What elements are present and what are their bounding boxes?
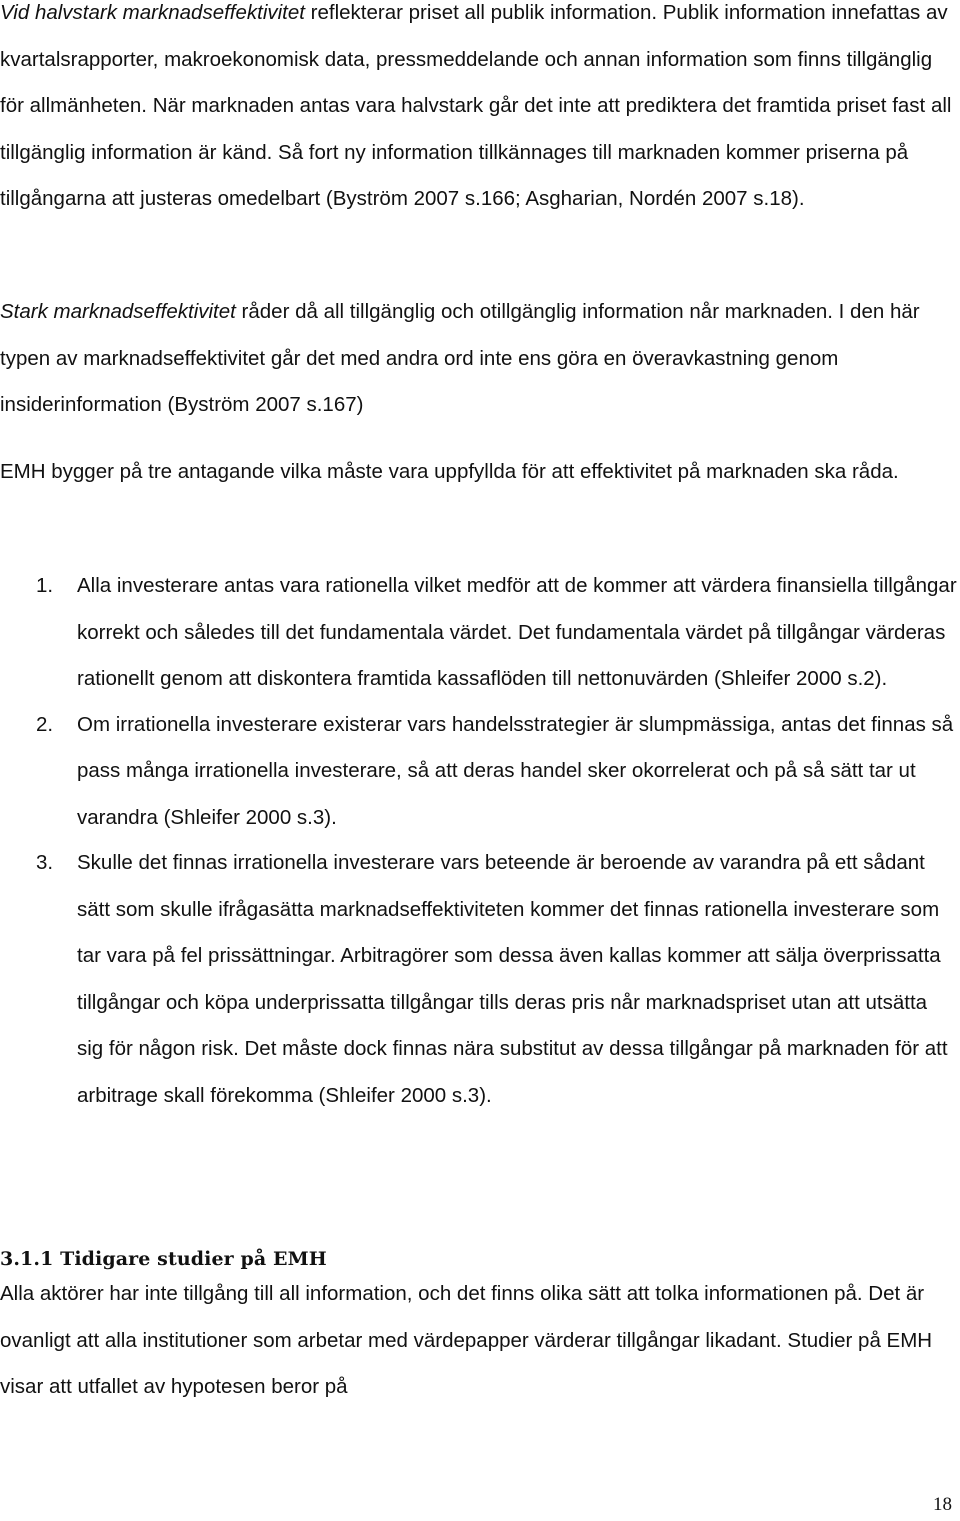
italic-term-semi-strong: Vid halvstark marknadseffektivitet [0, 1, 305, 24]
italic-term-strong: Stark marknadseffektivitet [0, 300, 236, 323]
paragraph-emh-assumptions-intro: EMH bygger på tre antagande vilka måste vara uppfyllda för att effektivitet på marknaden ska råda. [0, 460, 899, 483]
list-item-number: 1. [36, 574, 54, 597]
paragraph-semi-strong-efficiency [0, 0, 958, 223]
list-item-text: Om irrationella investerare existerar vars handelsstrategier är slumpmässiga, antas det finnas så pass många irrationella investerare, så att deras handel sker okorrelerat och på så sätt tar ut varandra (Shleifer 2000 s.3). [77, 712, 954, 829]
assumptions-list [0, 563, 958, 1119]
list-item [0, 563, 958, 703]
list-item [0, 702, 958, 842]
section-heading: 3.1.1 Tidigare studier på EMH [0, 1248, 327, 1270]
paragraph-text: råder då all tillgänglig och otillgänglig information når marknaden. I den här typen av marknadseffektivitet går det med andra ord inte ens göra en överavkastning genom insiderinformation (Byström 2007 s.167) [0, 300, 920, 416]
list-item-number: 3. [36, 851, 54, 874]
paragraph-previous-studies: Alla aktörer har inte tillgång till all information, och det finns olika sätt att tolka informationen på. Det är ovanligt att alla institutioner som arbetar med värdepapper värderar tillgångar likadant. Studier på EMH visar att utfallet av hypotesen beror på [0, 1282, 933, 1398]
page-number: 18 [933, 1494, 952, 1515]
paragraph-strong-efficiency [0, 289, 958, 429]
list-item-text: Skulle det finnas irrationella investerare vars beteende är beroende av varandra på ett sådant sätt som skulle ifrågasätta marknadseffektiviteten kommer det finnas rationella investerare som tar vara på fel prissättningar. Arbitragörer som dessa även kallas kommer att sälja överprissatta tillgångar och köpa underprissatta tillgångar tills deras pris når marknadspriset utan att utsätta sig för någon risk. Det måste dock finnas nära substitut av dessa tillgångar på marknaden för att arbitrage skall förekomma (Shleifer 2000 s.3). [77, 851, 948, 1107]
list-item-text: Alla investerare antas vara rationella vilket medför att de kommer att värdera finansiella tillgångar korrekt och således till det fundamentala värdet. Det fundamentala värdet på tillgångar värderas rationellt genom att diskontera framtida kassaflöden till nettonuvärden (Shleifer 2000 s.2). [77, 574, 957, 690]
paragraph-text: reflekterar priset all publik information. Publik information innefattas av kvartalsrapporter, makroekonomisk data, pressmeddelande och annan information som finns tillgänglig för allmänheten. När marknaden antas vara halvstark går det inte att prediktera det framtida priset fast all tillgänglig information är känd. Så fort ny information tillkännages till marknaden kommer priserna på tillgångarna att justeras omedelbart (Byström 2007 s.166; Asgharian, Nordén 2007 s.18). [0, 1, 952, 210]
list-item [0, 840, 958, 1119]
list-item-number: 2. [36, 712, 54, 736]
